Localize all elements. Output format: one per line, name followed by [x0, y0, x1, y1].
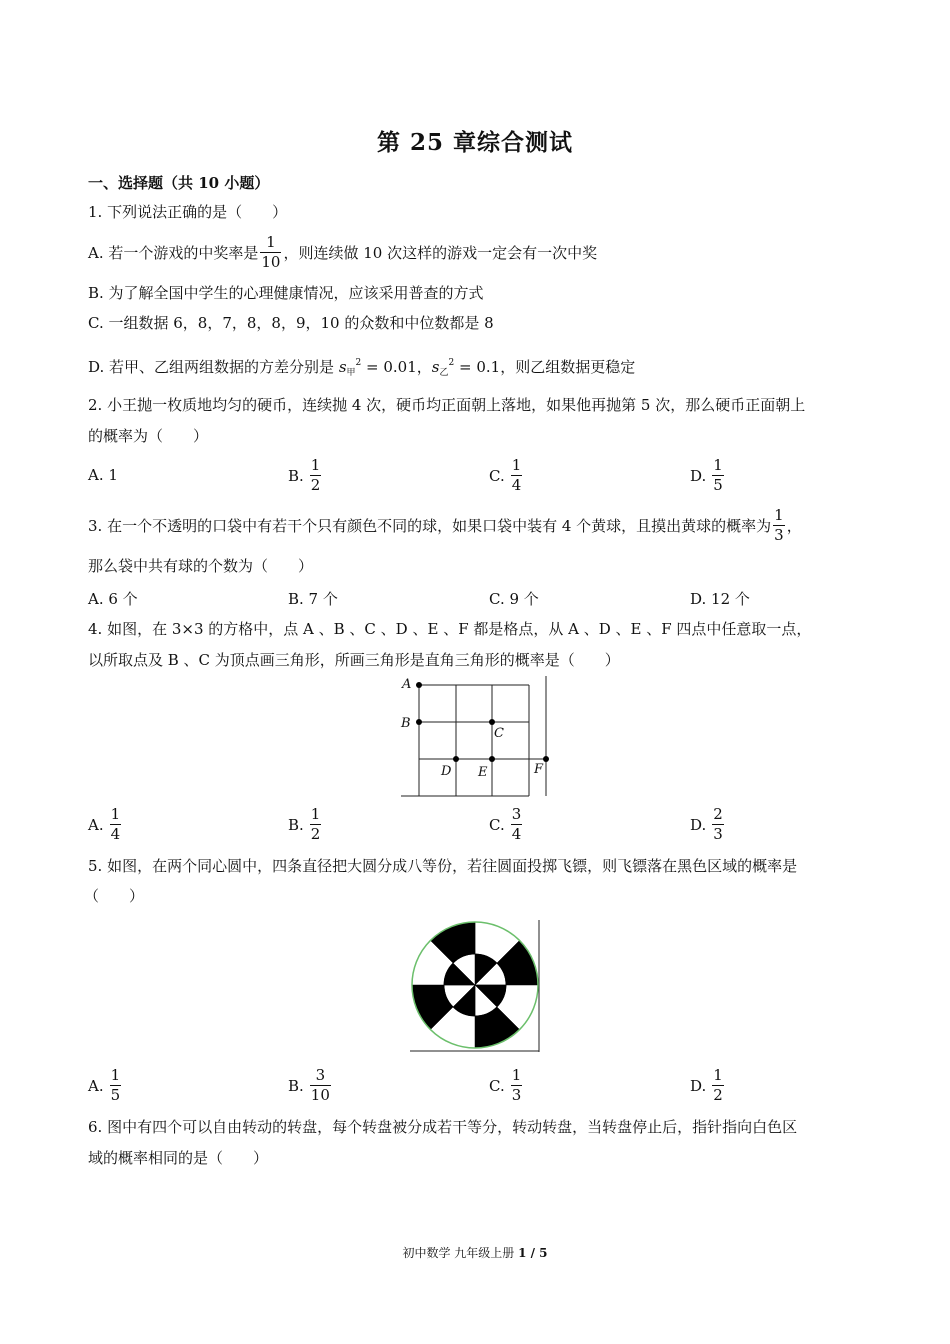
q5-d-den: 2 — [713, 1086, 723, 1104]
point-a-dot — [416, 682, 422, 688]
q1-d-s2: s — [431, 358, 440, 376]
q1-option-a — [88, 234, 597, 271]
point-f-dot — [543, 756, 549, 762]
point-b-label: B — [401, 716, 411, 731]
q4-option-b — [288, 806, 323, 843]
footer-text: 初中数学 九年级上册 — [402, 1246, 519, 1260]
q3-stem-line2: 那么袋中共有球的个数为（ ） — [88, 557, 314, 575]
q5-c-num: 1 — [511, 1066, 522, 1084]
q5-c-den: 3 — [511, 1086, 522, 1104]
point-d-dot — [453, 756, 459, 762]
q4-d-den: 3 — [713, 825, 723, 843]
q4-a-label: A. — [88, 815, 104, 834]
q1-a-fraction — [260, 234, 281, 271]
point-f-label: F — [534, 762, 544, 777]
q2-c-den: 4 — [511, 476, 522, 494]
q4-option-d — [690, 806, 726, 843]
q2-option-c — [489, 457, 524, 494]
q2-b-den: 2 — [310, 476, 321, 494]
q1-d-sup1: 2 — [355, 358, 362, 368]
q4-stem-line1: 4. 如图，在 3×3 的方格中，点 A 、B 、C 、D 、E 、F 都是格点，从 A 、D 、E 、F 四点中任意取一点， — [88, 620, 812, 638]
q5-d-num: 1 — [713, 1066, 723, 1084]
q5-a-label: A. — [88, 1076, 104, 1095]
page-title: 第 25 章综合测试 — [376, 129, 574, 156]
q4-c-fraction — [511, 806, 523, 843]
q1-option-d — [88, 353, 635, 383]
q4-c-num: 3 — [511, 805, 522, 823]
q5-b-den: 10 — [310, 1086, 330, 1104]
q5-b-fraction — [310, 1067, 331, 1104]
q6-stem-line2: 域的概率相同的是（ ） — [88, 1149, 269, 1167]
q4-b-num: 1 — [310, 805, 321, 823]
q5-c-fraction — [511, 1067, 523, 1104]
q2-c-fraction — [511, 457, 523, 494]
q6-stem-line1: 6. 图中有四个可以自由转动的转盘，每个转盘被分成若干等分，转动转盘，当转盘停止后，指针指向白色区 — [88, 1118, 798, 1136]
q2-c-num: 1 — [511, 456, 522, 474]
q4-d-label: D. — [690, 815, 707, 834]
q5-d-fraction — [712, 1067, 724, 1104]
q4-stem-line2: 以所取点及 B 、C 为顶点画三角形，所画三角形是直角三角形的概率是（ ） — [88, 651, 620, 669]
q4-d-num: 2 — [713, 805, 723, 823]
grid-figure — [396, 674, 556, 800]
q4-a-den: 4 — [110, 825, 121, 843]
q2-d-den: 5 — [713, 476, 723, 494]
q1-d-sub2: 乙 — [439, 368, 449, 378]
q4-b-den: 2 — [310, 825, 321, 843]
point-e-dot — [489, 756, 495, 762]
q3-stem-line1 — [88, 507, 802, 544]
q3-stem1-post: ， — [786, 516, 802, 535]
page-footer — [0, 1244, 950, 1261]
q2-stem-line2: 的概率为（ ） — [88, 427, 209, 445]
q4-c-den: 4 — [511, 825, 522, 843]
q3-option-b: B. 7 个 — [288, 590, 338, 608]
q1-stem: 1. 下列说法正确的是（ ） — [88, 203, 288, 221]
q2-b-num: 1 — [310, 456, 321, 474]
q1-option-b: B. 为了解全国中学生的心理健康情况，应该采用普查的方式 — [88, 284, 484, 302]
q5-a-fraction — [110, 1067, 122, 1104]
q2-stem-line1: 2. 小王抛一枚质地均匀的硬币，连续抛 4 次，硬币均正面朝上落地，如果他再抛第 5 次，那么硬币正面朝上 — [88, 396, 806, 414]
q2-d-fraction — [712, 457, 724, 494]
point-d-label: D — [441, 764, 452, 779]
q5-d-label: D. — [690, 1076, 707, 1095]
concentric-circle-figure — [408, 918, 544, 1054]
q5-option-a — [88, 1067, 123, 1104]
q5-c-label: C. — [489, 1076, 505, 1095]
q3-stem-den: 3 — [774, 526, 784, 544]
q3-option-d: D. 12 个 — [690, 590, 750, 608]
q5-a-num: 1 — [110, 1066, 121, 1084]
q4-b-label: B. — [288, 815, 304, 834]
q2-option-b — [288, 457, 323, 494]
q2-c-label: C. — [489, 466, 505, 485]
q4-option-a — [88, 806, 123, 843]
q1-d-s1: s — [338, 358, 347, 376]
q1-a-num: 1 — [266, 233, 276, 251]
q5-option-b — [288, 1067, 333, 1104]
q2-option-a: A. 1 — [88, 466, 118, 484]
q3-option-c: C. 9 个 — [489, 590, 539, 608]
q3-stem1-pre: 3. 在一个不透明的口袋中有若干个只有颜色不同的球，如果口袋中装有 4 个黄球，且摸出黄球的概率为 — [88, 516, 772, 535]
q5-stem-line2: （ ） — [84, 887, 145, 905]
q2-option-d — [690, 457, 726, 494]
q1-d-mid1: = 0.01， — [361, 358, 432, 376]
q2-b-label: B. — [288, 466, 304, 485]
q5-b-label: B. — [288, 1076, 304, 1095]
q3-option-a: A. 6 个 — [88, 590, 138, 608]
q1-a-post: ，则连续做 10 次这样的游戏一定会有一次中奖 — [283, 243, 598, 262]
q3-stem-fraction — [773, 507, 785, 544]
q3-stem-num: 1 — [774, 506, 784, 524]
q5-a-den: 5 — [110, 1086, 121, 1104]
q5-option-c — [489, 1067, 524, 1104]
section-heading: 一、选择题（共 10 小题） — [88, 174, 270, 192]
q2-d-label: D. — [690, 466, 707, 485]
q4-a-fraction — [110, 806, 122, 843]
q1-a-den: 10 — [261, 253, 281, 271]
q4-d-fraction — [712, 806, 724, 843]
point-c-dot — [489, 719, 495, 725]
q2-b-fraction — [310, 457, 322, 494]
q1-d-pre: D. 若甲、乙组两组数据的方差分别是 — [88, 358, 339, 376]
q1-d-sub1: 甲 — [346, 368, 356, 378]
q4-b-fraction — [310, 806, 322, 843]
q4-a-num: 1 — [110, 805, 121, 823]
point-e-label: E — [478, 765, 488, 780]
q1-option-c: C. 一组数据 6，8，7，8，8，9，10 的众数和中位数都是 8 — [88, 314, 494, 332]
point-c-label: C — [494, 726, 504, 741]
q1-d-mid2: = 0.1，则乙组数据更稳定 — [454, 358, 636, 376]
page-number: 1 / 5 — [518, 1246, 548, 1260]
q5-option-d — [690, 1067, 726, 1104]
q2-d-num: 1 — [713, 456, 723, 474]
point-a-label: A — [402, 677, 412, 692]
q4-c-label: C. — [489, 815, 505, 834]
q4-option-c — [489, 806, 524, 843]
q1-a-pre: A. 若一个游戏的中奖率是 — [88, 243, 259, 262]
q5-stem-line1: 5. 如图，在两个同心圆中，四条直径把大圆分成八等份，若往圆面投掷飞镖，则飞镖落在黑色区域的概率是 — [88, 857, 798, 875]
q5-b-num: 3 — [315, 1066, 326, 1084]
point-b-dot — [416, 719, 422, 725]
q1-d-sup2: 2 — [448, 358, 455, 368]
